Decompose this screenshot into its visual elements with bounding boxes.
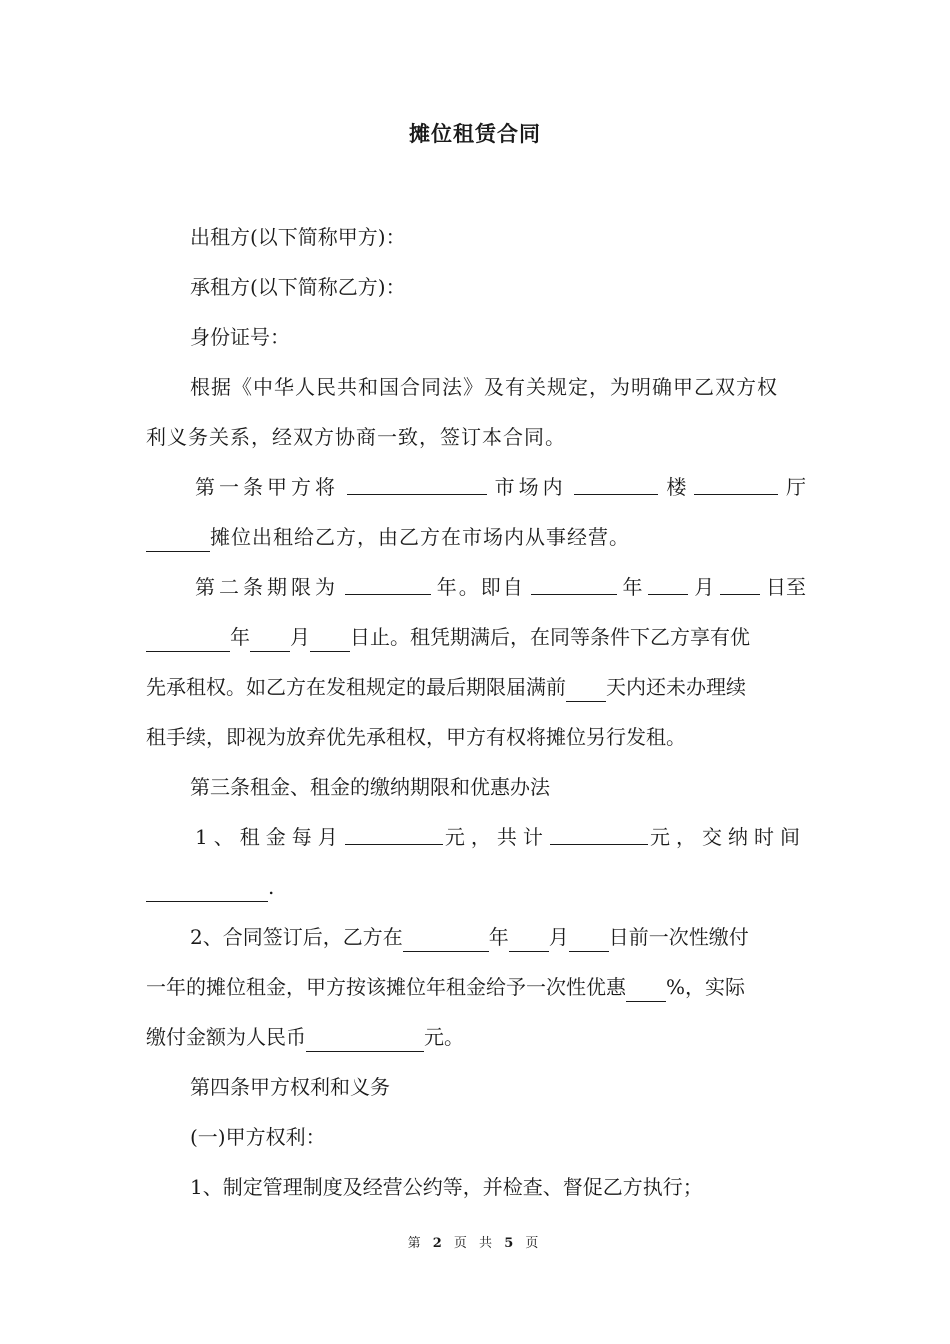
article-3-item-1-text-d: . [268, 875, 275, 899]
page-footer [0, 1232, 950, 1251]
article-2-text-j: 天内还未办理续 [606, 675, 746, 699]
article-2-line-1 [195, 572, 806, 602]
footer-suffix: 页 [525, 1236, 543, 1251]
article-3-item-2-text-d: 日前一次性缴付 [608, 925, 749, 949]
article-3-item-2-text-h: 元。 [424, 1025, 464, 1049]
current-page-number: 2 [432, 1236, 446, 1251]
term-years-blank [345, 572, 431, 595]
article-1-text-e: 摊位出租给乙方，由乙方在市场内从事经营。 [210, 525, 630, 549]
start-month-blank [648, 572, 688, 595]
monthly-rent-blank [345, 822, 443, 845]
floor-blank [574, 472, 658, 495]
article-3-item-2-text-c: 月 [548, 925, 569, 949]
amount-blank [306, 1029, 424, 1052]
article-1-text-c: 楼 [666, 475, 687, 499]
renewal-days-blank [566, 679, 606, 702]
article-1-text-a: 第一条甲方将 [195, 475, 339, 499]
lessee-line: 承租方(以下简称乙方)： [190, 275, 406, 299]
article-2-line-2 [146, 622, 806, 652]
article-1-line-2 [146, 522, 806, 552]
basis-line-1: 根据《中华人民共和国合同法》及有关规定，为明确甲乙双方权 [190, 375, 778, 399]
article-2-text-b: 年。即自 [436, 575, 525, 599]
hall-blank [694, 472, 778, 495]
article-3-item-2-line-3 [146, 1022, 806, 1052]
discount-blank [626, 979, 666, 1002]
article-3-item-1-line-2 [146, 872, 806, 902]
article-2-text-g: 月 [290, 625, 310, 649]
article-2-text-c: 年 [622, 575, 643, 599]
article-3-item-2-line-1 [190, 922, 806, 952]
payment-time-blank [146, 879, 268, 902]
end-day-blank [310, 629, 350, 652]
article-3-item-2-line-2 [146, 972, 806, 1002]
total-rent-blank [550, 822, 648, 845]
pay-month-blank [509, 929, 549, 952]
article-2-line-4: 租手续，即视为放弃优先承租权，甲方有权将摊位另行发租。 [146, 725, 686, 749]
article-4-item-1: 1、制定管理制度及经营公约等，并检查、督促乙方执行； [190, 1175, 703, 1199]
article-3-item-1-text-b: 元，共计 [444, 825, 549, 849]
article-3-item-2-text-f: %，实际 [666, 975, 746, 999]
article-3-heading: 第三条租金、租金的缴纳期限和优惠办法 [190, 775, 550, 799]
start-year-blank [531, 572, 617, 595]
article-3-item-1-line-1 [195, 822, 806, 852]
lessor-line: 出租方(以下简称甲方)： [190, 225, 406, 249]
article-3-item-2-text-e: 一年的摊位租金，甲方按该摊位年租金给予一次性优惠 [146, 975, 626, 999]
article-2-text-h: 日止。租凭期满后，在同等条件下乙方享有优 [350, 625, 750, 649]
article-2-text-f: 年 [230, 625, 250, 649]
market-blank [347, 472, 487, 495]
id-number-line: 身份证号： [190, 325, 290, 349]
article-1-line-1 [195, 472, 806, 502]
article-3-item-2-text-b: 年 [488, 925, 509, 949]
article-1-text-b: 市场内 [494, 475, 567, 499]
document-title: 摊位租赁合同 [409, 121, 541, 146]
article-3-item-2-text-g: 缴付金额为人民币 [146, 1025, 306, 1049]
pay-day-blank [569, 929, 609, 952]
end-month-blank [250, 629, 290, 652]
article-2-text-e: 日至 [766, 575, 806, 599]
article-3-item-1-text-c: 元，交纳时间 [649, 825, 806, 849]
footer-prefix: 第 [407, 1236, 425, 1251]
article-3-item-1-text-a: 1、租金每月 [195, 825, 344, 849]
stall-blank [146, 529, 210, 552]
total-page-number: 5 [504, 1236, 518, 1251]
article-4-subheading: (一)甲方权利： [190, 1125, 326, 1149]
start-day-blank [720, 572, 760, 595]
article-2-text-d: 月 [694, 575, 715, 599]
article-3-item-2-text-a: 2、合同签订后，乙方在 [190, 925, 403, 949]
basis-line-2: 利义务关系，经双方协商一致，签订本合同。 [146, 425, 566, 449]
article-4-heading: 第四条甲方权利和义务 [190, 1075, 390, 1099]
end-year-blank [146, 629, 230, 652]
article-2-line-3 [146, 672, 806, 702]
footer-middle: 页 共 [453, 1236, 497, 1251]
article-1-text-d: 厅 [785, 475, 806, 499]
pay-year-blank [403, 929, 489, 952]
article-2-text-a: 第二条期限为 [195, 575, 339, 599]
article-2-text-i: 先承租权。如乙方在发租规定的最后期限届满前 [146, 675, 566, 699]
